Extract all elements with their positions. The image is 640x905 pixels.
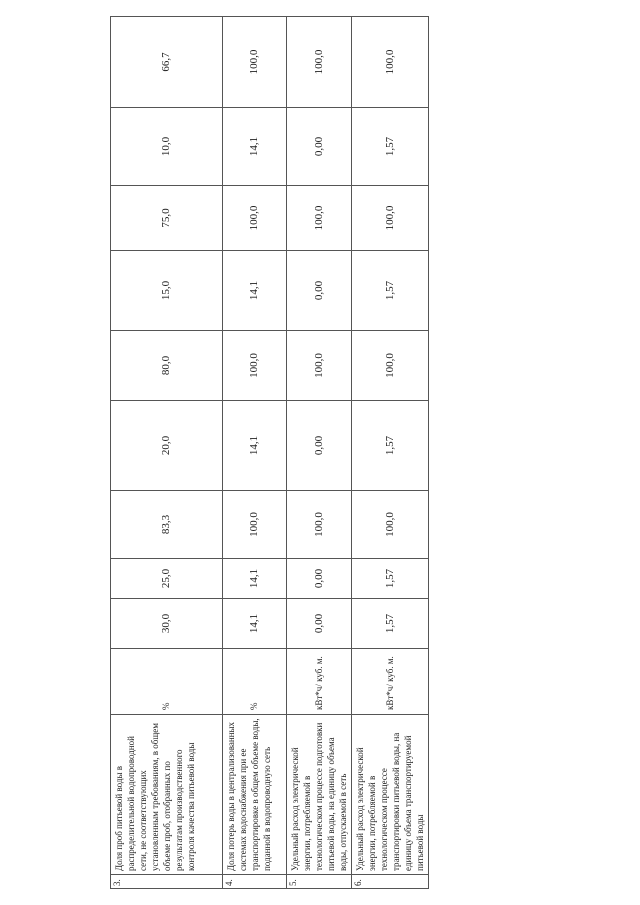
table-row [111, 17, 223, 889]
value-cell: 100,0 [223, 186, 287, 251]
value-cell: 14,1 [223, 251, 287, 331]
value-cell: 75,0 [111, 186, 223, 251]
indicator-name: Доля проб питьевой воды в распределительной водопроводной сети, не соответствующих установленным требованиям, в общем объеме проб, отобранных по результатам производственного контроля качества питьевой воды [111, 715, 223, 875]
row-number: 4. [223, 875, 287, 889]
value-cell: 0,00 [287, 251, 352, 331]
value-cell: 20,0 [111, 401, 223, 491]
value-cell: 14,1 [223, 108, 287, 186]
value-cell: 1,57 [352, 251, 429, 331]
value-cell: 80,0 [111, 331, 223, 401]
value-cell: 100,0 [287, 17, 352, 108]
value-cell: 100,0 [287, 331, 352, 401]
rotated-page [0, 13, 640, 889]
value-cell: 83,3 [111, 491, 223, 559]
table-row [223, 17, 287, 889]
indicator-name: Удельный расход электрической энергии, потребляемой в технологическом процессе подготовки питьевой воды, на единицу объема воды, отпускаемой в сеть [287, 715, 352, 875]
value-cell: 1,57 [352, 599, 429, 649]
value-cell: 100,0 [223, 331, 287, 401]
value-cell: 0,00 [287, 559, 352, 599]
row-number: 5. [287, 875, 352, 889]
table-row [287, 17, 352, 889]
value-cell: 100,0 [352, 491, 429, 559]
value-cell: 14,1 [223, 559, 287, 599]
value-cell: 100,0 [352, 186, 429, 251]
value-cell: 100,0 [352, 331, 429, 401]
unit: кВт*ч/ куб. м. [287, 649, 352, 715]
value-cell: 1,57 [352, 108, 429, 186]
unit: % [223, 649, 287, 715]
unit: % [111, 649, 223, 715]
row-number: 6. [352, 875, 429, 889]
value-cell: 1,57 [352, 401, 429, 491]
unit: кВт*ч/ куб. м. [352, 649, 429, 715]
indicators-table [110, 16, 429, 889]
value-cell: 100,0 [223, 491, 287, 559]
value-cell: 0,00 [287, 108, 352, 186]
value-cell: 66,7 [111, 17, 223, 108]
value-cell: 1,57 [352, 559, 429, 599]
value-cell: 0,00 [287, 599, 352, 649]
value-cell: 14,1 [223, 401, 287, 491]
indicator-name: Доля потерь воды в централизованных системах водоснабжения при ее транспортировке в общем объеме воды, поданной в водопроводную сеть [223, 715, 287, 875]
value-cell: 100,0 [223, 17, 287, 108]
value-cell: 15,0 [111, 251, 223, 331]
value-cell: 10,0 [111, 108, 223, 186]
value-cell: 14,1 [223, 599, 287, 649]
value-cell: 0,00 [287, 401, 352, 491]
value-cell: 100,0 [352, 17, 429, 108]
indicator-name: Удельный расход электрической энергии, потребляемой в технологическом процессе транспортировки питьевой воды, на единицу объема транспортируемой питьевой воды [352, 715, 429, 875]
value-cell: 100,0 [287, 491, 352, 559]
value-cell: 100,0 [287, 186, 352, 251]
row-number: 3. [111, 875, 223, 889]
table-row [352, 17, 429, 889]
value-cell: 25,0 [111, 559, 223, 599]
value-cell: 30,0 [111, 599, 223, 649]
